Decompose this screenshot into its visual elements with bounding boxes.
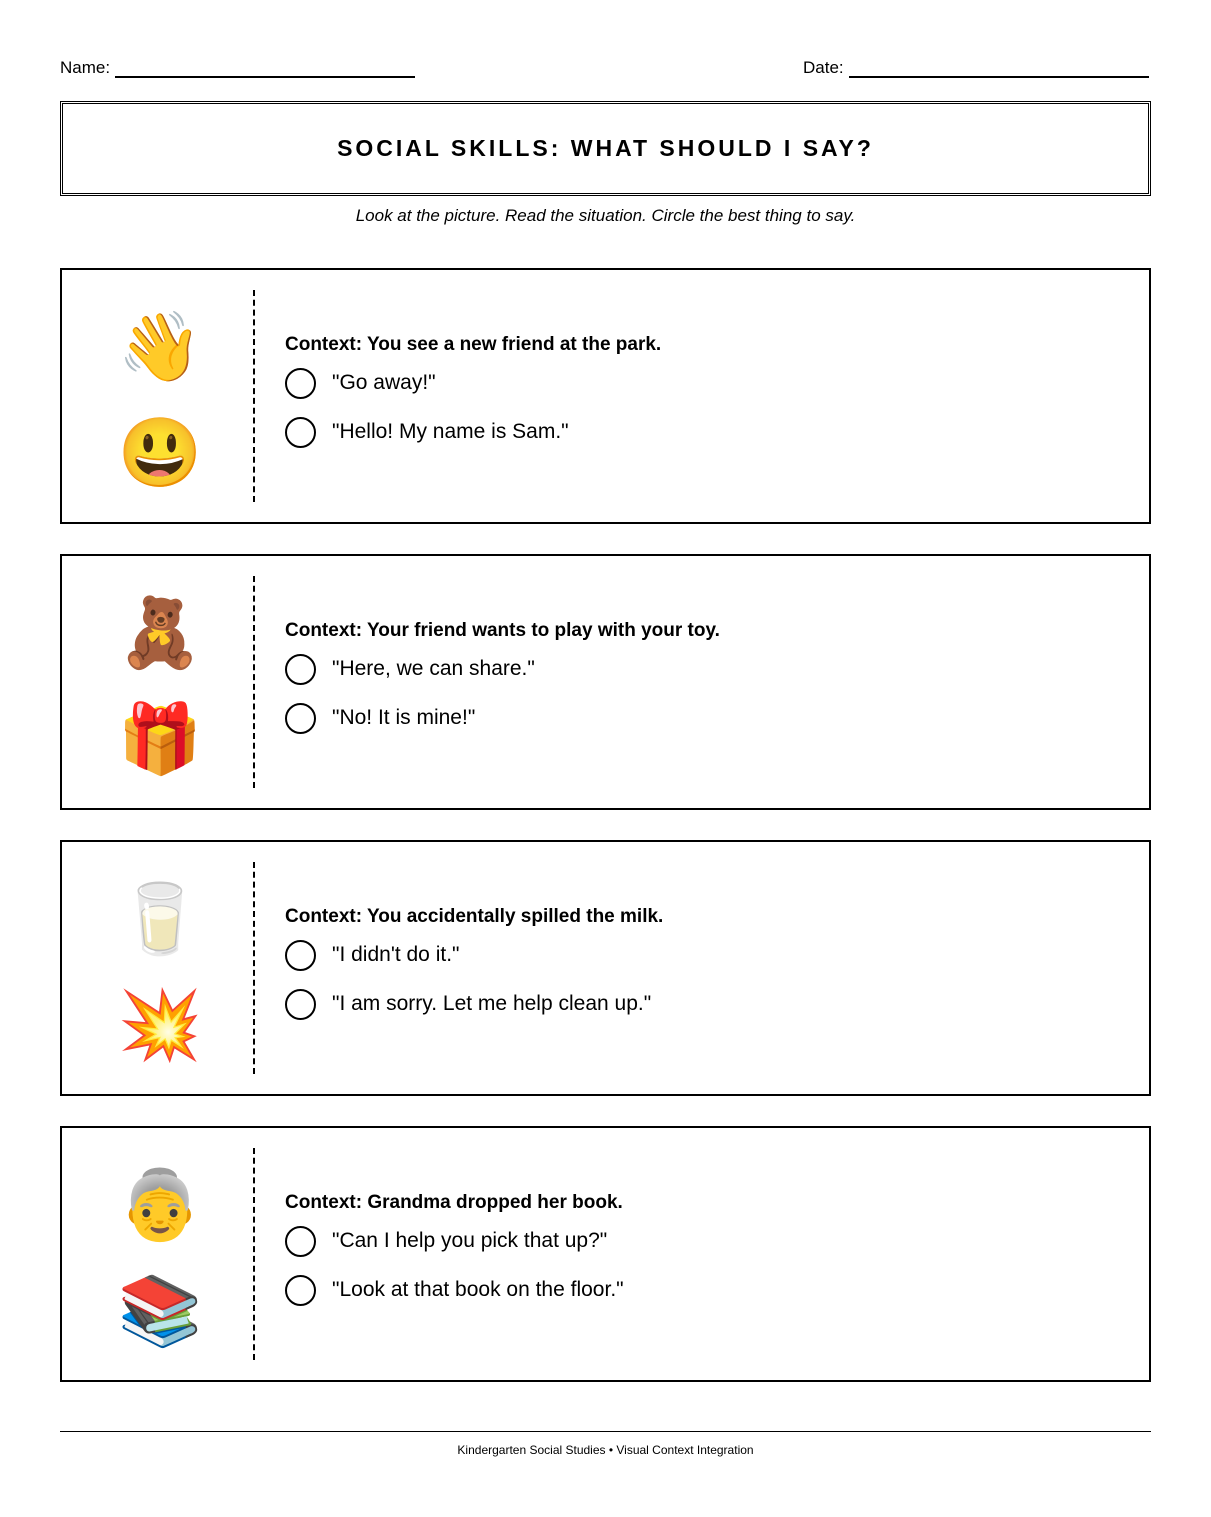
context-text: Context: Your friend wants to play with your toy. (285, 620, 720, 641)
context-text: Context: Grandma dropped her book. (285, 1192, 623, 1213)
answer-option[interactable] (285, 366, 661, 400)
context-text: Context: You see a new friend at the park. (285, 334, 662, 355)
question-card-1 (60, 268, 1151, 524)
option-text: "Hello! My name is Sam." (332, 420, 569, 443)
picture-column (62, 1128, 252, 1380)
circle-choice[interactable] (285, 1226, 316, 1257)
circle-choice[interactable] (285, 654, 316, 685)
circle-choice[interactable] (285, 417, 316, 448)
collision-icon: 💥 (117, 987, 203, 1063)
question-content (285, 334, 661, 464)
name-field (60, 58, 415, 78)
question-content (285, 620, 720, 750)
circle-choice[interactable] (285, 703, 316, 734)
option-text: "I am sorry. Let me help clean up." (332, 992, 652, 1015)
footer-divider (60, 1431, 1151, 1432)
question-card-4 (60, 1126, 1151, 1382)
dashed-divider (253, 1148, 255, 1360)
dashed-divider (253, 862, 255, 1074)
question-card-3 (60, 840, 1151, 1096)
question-content (285, 906, 663, 1036)
waving-hand-icon: 👋 (117, 309, 203, 385)
answer-option[interactable] (285, 652, 720, 686)
grandma-icon: 👵 (117, 1167, 203, 1243)
option-text: "Go away!" (332, 371, 436, 394)
option-text: "Can I help you pick that up?" (332, 1229, 608, 1252)
option-text: "I didn't do it." (332, 943, 460, 966)
question-content (285, 1192, 624, 1322)
answer-option[interactable] (285, 987, 663, 1021)
picture-column (62, 270, 252, 522)
answer-option[interactable] (285, 1273, 624, 1307)
dashed-divider (253, 576, 255, 788)
books-icon: 📚 (117, 1273, 203, 1349)
circle-choice[interactable] (285, 989, 316, 1020)
answer-option[interactable] (285, 701, 720, 735)
title-box (60, 101, 1151, 196)
name-blank-line[interactable] (115, 62, 415, 78)
circle-choice[interactable] (285, 1275, 316, 1306)
context-text: Context: You accidentally spilled the milk. (285, 906, 664, 927)
answer-option[interactable] (285, 938, 663, 972)
picture-column (62, 842, 252, 1094)
circle-choice[interactable] (285, 368, 316, 399)
dashed-divider (253, 290, 255, 502)
option-text: "Here, we can share." (332, 657, 535, 680)
picture-column (62, 556, 252, 808)
footer-text: Kindergarten Social Studies • Visual Context Integration (457, 1443, 754, 1457)
date-field (803, 58, 1149, 78)
page-title: SOCIAL SKILLS: WHAT SHOULD I SAY? (337, 135, 874, 161)
question-card-2 (60, 554, 1151, 810)
name-label: Name: (60, 58, 111, 77)
option-text: "Look at that book on the floor." (332, 1278, 624, 1301)
circle-choice[interactable] (285, 940, 316, 971)
teddy-bear-icon: 🧸 (117, 595, 203, 671)
instructions: Look at the picture. Read the situation. Circle the best thing to say. (355, 206, 856, 225)
answer-option[interactable] (285, 415, 661, 449)
header-row (60, 58, 1151, 78)
grinning-face-icon: 😃 (117, 415, 203, 491)
option-text: "No! It is mine!" (332, 706, 476, 729)
date-label: Date: (803, 58, 844, 77)
date-blank-line[interactable] (849, 62, 1149, 78)
gift-icon: 🎁 (117, 701, 203, 777)
answer-option[interactable] (285, 1224, 624, 1258)
glass-of-milk-icon: 🥛 (117, 881, 203, 957)
